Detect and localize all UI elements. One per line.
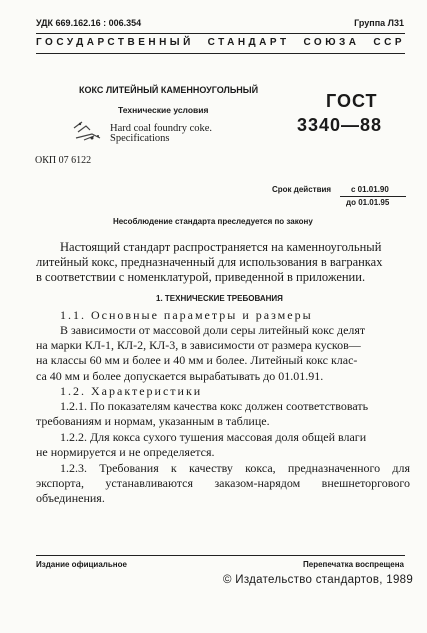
gost-number: 3340—88 (297, 115, 383, 135)
publisher-copyright: © Издательство стандартов, 1989 (223, 574, 414, 586)
header-rule-top (36, 33, 405, 34)
intro-line-3: в соответствии с номенклатурой, приведенной в приложении. (36, 270, 366, 285)
intro-paragraph (36, 240, 410, 286)
text-line: 1.2.2. Для кокса сухого тушения массовая доля общей влаги (60, 430, 367, 444)
document-subtitle: Технические условия (118, 105, 209, 115)
text-line: объединения. (36, 491, 105, 506)
udk-code: УДК 669.162.16 : 006.354 (36, 18, 142, 28)
text-line: 1.2.3. Требования к качеству кокса, предназначенного для (60, 461, 410, 475)
text-line: не нормируется и не определяется. (36, 445, 215, 460)
gost-label: ГОСТ (326, 91, 378, 111)
header-rule-bottom (36, 53, 405, 54)
validity-label: Срок действия (272, 185, 332, 194)
scan-smudge-mark (72, 118, 106, 144)
text-line: 1.2.1. По показателям качества кокс должен соответствовать (60, 399, 369, 413)
document-title-english-1: Hard coal foundry coke. (110, 123, 213, 134)
text-line: В зависимости от массовой доли серы литейный кокс делят (60, 323, 366, 337)
subsection-1-1-heading: 1.1. Основные параметры и размеры (60, 308, 313, 322)
text-line: экспорта, устанавливаются заказом-нарядом внешнеторгового (36, 476, 410, 491)
subsection-1-2-heading: 1.2. Характеристики (60, 384, 203, 398)
okp-code: ОКП 07 6122 (35, 155, 92, 166)
reprint-prohibited: Перепечатка воспрещена (303, 560, 404, 569)
group-code: Группа Л31 (354, 18, 404, 28)
subsection-1-2-2-text (36, 430, 410, 460)
intro-line-2: литейный кокс, предназначенный для использования в вагранках (36, 255, 383, 270)
subsection-1-2-1-text (36, 399, 410, 429)
text-line: са 40 мм и более допускается вырабатывать до 01.01.91. (36, 368, 324, 383)
text-line: на классы 60 мм и более и 40 мм и более. Литейный кокс клас- (36, 353, 358, 368)
section-heading: 1. ТЕХНИЧЕСКИЕ ТРЕБОВАНИЯ (156, 294, 283, 303)
document-title: КОКС ЛИТЕЙНЫЙ КАМЕННОУГОЛЬНЫЙ (79, 85, 259, 95)
footer-rule (36, 555, 405, 556)
validity-from-underline (340, 196, 406, 197)
document-title-english-2: Specifications (110, 133, 170, 144)
validity-from: с 01.01.90 (351, 185, 389, 194)
intro-line-1: Настоящий стандарт распространяется на каменноугольный (60, 240, 382, 254)
text-line: требованиям и нормам, указанным в таблице. (36, 414, 270, 429)
validity-to: до 01.01.95 (346, 198, 390, 207)
subsection-1-1-text (36, 323, 410, 384)
official-edition: Издание официальное (36, 560, 127, 569)
text-line: на марки КЛ-1, КЛ-2, КЛ-3, в зависимости от размера кусков— (36, 338, 361, 353)
legal-notice: Несоблюдение стандарта преследуется по закону (113, 217, 313, 226)
standard-band-title: ГОСУДАРСТВЕННЫЙ СТАНДАРТ СОЮЗА ССР (36, 37, 405, 48)
subsection-1-2-3-text (36, 461, 410, 507)
